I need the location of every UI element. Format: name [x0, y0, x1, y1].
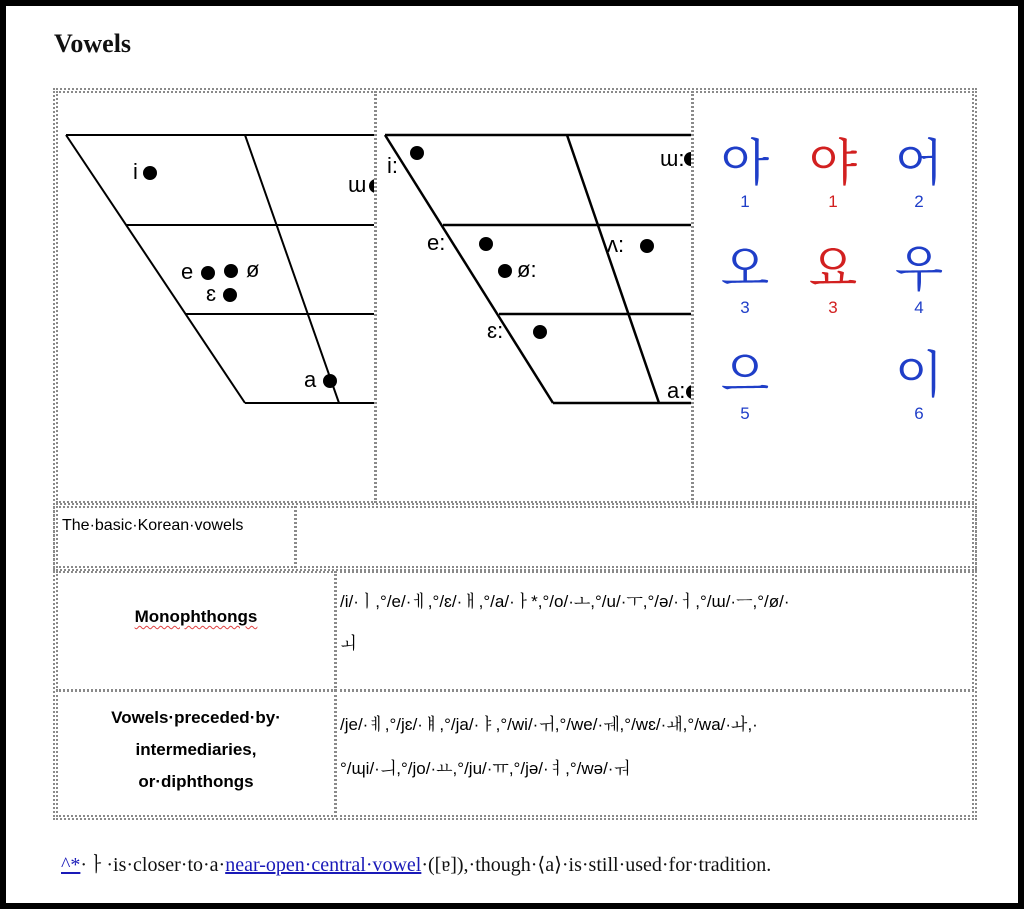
chart2-vowel-dot [684, 152, 691, 166]
hangul-number: 6 [914, 404, 924, 423]
hangul-number: 5 [740, 404, 750, 423]
diphthongs-values-line-2: °/ɰi/·ㅢ,°/jo/·ㅛ,°/ju/·ㅠ,°/jə/·ㅕ,°/wə/·ㅝ [340, 759, 630, 778]
hangul-char: 이 [894, 346, 944, 404]
chart2-vowel-label: ɯ: [660, 146, 685, 171]
chart2-vowel-dot [533, 325, 547, 339]
hangul-char [798, 349, 868, 405]
hangul-vowel [798, 134, 868, 211]
chart2-vowel-label: ʌ: [607, 232, 625, 257]
chart2-vowel-label: ɛ: [487, 318, 504, 343]
monophthongs-values-line-1: /i/·ㅣ,°/e/·ㅔ,°/ɛ/·ㅐ,°/a/·ㅏ*,°/o/·ㅗ,°/u/·ㅜ,°/ə/·ㅓ,°/ɯ/·ㅡ,°/ø/· [340, 592, 790, 611]
table-caption: The·basic·Korean·vowels [62, 517, 244, 534]
chart2-vowel-dot [479, 237, 493, 251]
hangul-number: 1 [828, 192, 838, 211]
vowel-chart-1 [58, 93, 374, 501]
chart2-vowel-dot [410, 146, 424, 160]
chart1-vowel-dot [201, 266, 215, 280]
chart1-vowel-label: ɛ [206, 281, 217, 306]
hangul-vowel [710, 240, 780, 317]
chart2-vowel-label: a: [667, 378, 686, 403]
chart1-vowel-dot [223, 288, 237, 302]
hangul-number: 1 [740, 192, 750, 211]
chart2-vowel-dot [686, 385, 691, 399]
hangul-vowel [884, 134, 954, 211]
hangul-vowel [884, 346, 954, 423]
chart1-vowel-dot [224, 264, 238, 278]
vowel-chart-2 [377, 93, 691, 501]
footnote-text-1: ·ㅏ·is·closer·to·a· [80, 854, 226, 876]
footnote [61, 848, 771, 877]
hangul-char: 아 [720, 134, 770, 192]
chart2-vowel-label: i: [387, 153, 398, 178]
caption-cell-empty [295, 506, 974, 568]
chart1-vowel-dot [369, 179, 374, 193]
diphthongs-label: Vowels·preceded·by· intermediaries, or·diphthongs [111, 708, 281, 791]
hangul-number: 3 [740, 298, 750, 317]
chart1-vowel-label: e [181, 259, 194, 284]
monophthongs-label-cell [56, 571, 336, 691]
chart1-vowel-dot [323, 374, 337, 388]
hangul-vowel [710, 134, 780, 211]
document-page [6, 6, 1018, 903]
hangul-vowel [798, 349, 868, 405]
hangul-vowel [710, 346, 780, 423]
chart2-vowel-dot [640, 239, 654, 253]
chart1-vowel-dot [143, 166, 157, 180]
chart2-vowel-dot [498, 264, 512, 278]
caption-cell [56, 506, 296, 568]
hangul-char: 어 [894, 134, 944, 192]
hangul-char: 야 [808, 134, 858, 192]
chart2-vowel-label: ø: [517, 257, 537, 282]
hangul-number: 2 [914, 192, 924, 211]
chart1-vowel-label: ɯ [348, 172, 367, 197]
hangul-number: 4 [914, 298, 924, 317]
page-title: Vowels [54, 29, 132, 58]
hangul-char: 우 [894, 240, 944, 298]
chart1-vowel-label: ø [246, 257, 260, 282]
chart1-vowel-label: a [304, 367, 317, 392]
hangul-char: 으 [720, 346, 770, 404]
footnote-backlink[interactable]: ^* [61, 854, 81, 876]
hangul-number: 3 [828, 298, 838, 317]
near-open-central-vowel-link[interactable]: near-open·central·vowel [225, 854, 422, 876]
chart1-vowel-label: i [133, 159, 138, 184]
hangul-vowel [798, 240, 868, 317]
diphthongs-values-line-1: /je/·ㅖ,°/jɛ/·ㅒ,°/ja/·ㅑ,°/wi/·ㅟ,°/we/·ㅞ,°/wɛ/·ㅙ,°/wa/·ㅘ,· [340, 715, 758, 734]
monophthongs-values-line-2: ㅚ [340, 634, 357, 653]
monophthongs-label: Monophthongs [134, 607, 258, 626]
hangul-char: 요 [808, 240, 858, 298]
hangul-vowel [884, 240, 954, 317]
footnote-text-2: ·([ɐ]),·though·⟨a⟩·is·still·used·for·tradition. [421, 854, 772, 876]
chart2-vowel-label: e: [427, 230, 446, 255]
hangul-grid [694, 93, 972, 501]
hangul-char: 오 [720, 240, 770, 298]
